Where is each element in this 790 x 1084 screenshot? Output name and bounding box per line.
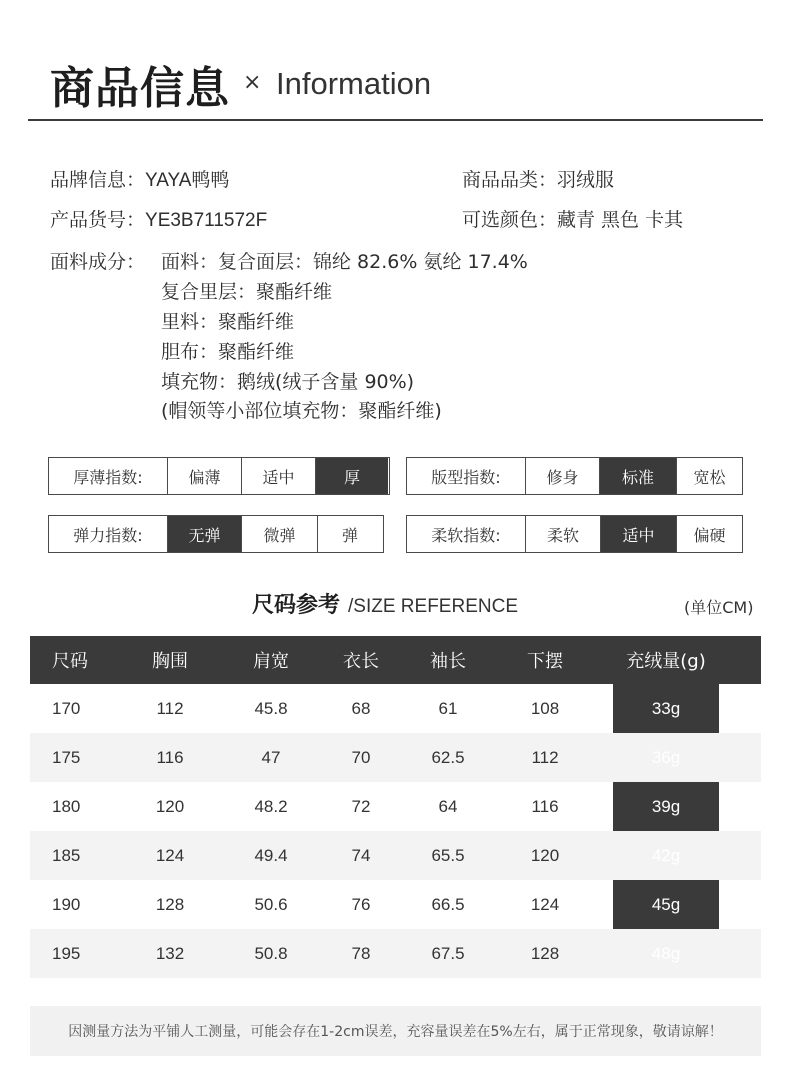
table-cell: 66.5 <box>431 894 465 914</box>
table-cell: 47 <box>261 747 281 767</box>
table-cell: 195 <box>52 943 81 963</box>
fabric-label: 面料成分： <box>50 251 146 273</box>
fabric-line: 填充物：鹅绒(绒子含量 90%) <box>161 371 415 393</box>
table-cell: 120 <box>155 796 185 816</box>
page-title-english: Information <box>276 66 432 101</box>
softness-index-label: 柔软指数: <box>431 525 501 545</box>
table-cell: 76 <box>351 894 371 914</box>
fabric-line: 面料：复合面层：锦纶 82.6% 氨纶 17.4% <box>161 251 528 273</box>
table-cell: 65.5 <box>431 845 465 865</box>
elasticity-option: 弹 <box>317 516 382 552</box>
fit-option-selected: 标准 <box>599 458 676 494</box>
table-cell: 50.8 <box>254 943 288 963</box>
softness-index <box>406 515 743 553</box>
header-divider <box>28 119 763 121</box>
table-cell: 33g <box>651 698 681 718</box>
thickness-option: 偏薄 <box>167 458 241 494</box>
table-cell: 78 <box>351 943 371 963</box>
table-cell: 48.2 <box>254 796 288 816</box>
table-cell: 185 <box>52 845 81 865</box>
table-cell: 170 <box>52 698 81 718</box>
table-cell: 128 <box>530 943 560 963</box>
brand-info <box>50 168 229 193</box>
table-cell: 112 <box>156 698 184 718</box>
column-header: 袖长 <box>430 651 466 672</box>
table-cell: 36g <box>651 747 681 767</box>
column-header: 下摆 <box>527 651 563 672</box>
table-cell: 72 <box>351 796 371 816</box>
table-cell: 70 <box>351 747 371 767</box>
page-title: 商品信息 <box>50 63 230 114</box>
colors-label: 可选颜色： <box>462 209 558 231</box>
elasticity-option-selected: 无弹 <box>167 516 241 552</box>
size-title-en: /SIZE REFERENCE <box>348 596 518 617</box>
softness-option: 柔软 <box>525 516 600 552</box>
fit-index-label: 版型指数: <box>431 467 501 487</box>
table-row <box>30 831 761 880</box>
table-cell: 180 <box>52 796 81 816</box>
fit-index <box>406 457 743 495</box>
table-cell: 116 <box>156 747 184 767</box>
table-cell: 190 <box>52 894 81 914</box>
table-cell: 49.4 <box>254 845 288 865</box>
sku-label: 产品货号： <box>50 209 146 231</box>
thickness-index-label: 厚薄指数: <box>73 467 143 487</box>
column-header: 尺码 <box>52 651 88 672</box>
sku-value: YE3B711572F <box>145 210 268 231</box>
fabric-line: 胆布：聚酯纤维 <box>161 341 295 363</box>
table-cell: 45g <box>651 894 681 914</box>
colors-value: 藏青 黑色 卡其 <box>557 209 684 231</box>
table-header <box>30 636 761 684</box>
column-header: 充绒量(g) <box>626 651 706 672</box>
column-header: 肩宽 <box>253 651 289 672</box>
softness-option-selected: 适中 <box>600 516 676 552</box>
brand-label: 品牌信息： <box>50 169 146 191</box>
table-row <box>30 929 761 978</box>
brand-value: YAYA鸭鸭 <box>145 170 230 191</box>
table-cell: 42g <box>651 845 681 865</box>
category-info <box>462 168 614 192</box>
table-row <box>30 880 761 929</box>
table-cell: 124 <box>155 845 185 865</box>
table-cell: 120 <box>530 845 560 865</box>
fit-option: 宽松 <box>676 458 742 494</box>
table-cell: 39g <box>651 796 681 816</box>
softness-option: 偏硬 <box>676 516 742 552</box>
table-cell: 112 <box>531 747 559 767</box>
fabric-line: (帽领等小部位填充物：聚酯纤维) <box>161 400 442 422</box>
table-cell: 74 <box>351 845 371 865</box>
table-cell: 61 <box>438 698 458 718</box>
table-cell: 175 <box>52 747 81 767</box>
table-cell: 68 <box>351 698 371 718</box>
fabric-line: 复合里层：聚酯纤维 <box>161 281 333 303</box>
size-reference-title <box>252 588 518 619</box>
sku-info <box>50 208 267 233</box>
table-row <box>30 733 761 782</box>
elasticity-index-label: 弹力指数: <box>73 525 143 545</box>
table-row <box>30 782 761 831</box>
colors-info <box>462 208 683 232</box>
thickness-index <box>48 457 390 495</box>
table-cell: 132 <box>155 943 185 963</box>
column-header: 衣长 <box>343 651 379 672</box>
fit-option: 修身 <box>525 458 599 494</box>
fabric-line: 里料：聚酯纤维 <box>161 311 295 333</box>
column-header: 胸围 <box>152 651 188 672</box>
thickness-option: 适中 <box>241 458 315 494</box>
category-value: 羽绒服 <box>557 169 615 191</box>
table-cell: 108 <box>530 698 560 718</box>
category-label: 商品品类： <box>462 169 558 191</box>
table-cell: 116 <box>531 796 559 816</box>
elasticity-index <box>48 515 384 553</box>
table-row <box>30 684 761 733</box>
table-cell: 128 <box>155 894 185 914</box>
unit-label: (单位CM) <box>684 598 754 617</box>
thickness-option-selected: 厚 <box>315 458 388 494</box>
table-cell: 124 <box>530 894 560 914</box>
table-cell: 48g <box>651 943 681 963</box>
elasticity-option: 微弹 <box>241 516 317 552</box>
table-cell: 45.8 <box>254 698 288 718</box>
title-separator: × <box>243 70 262 95</box>
table-cell: 62.5 <box>431 747 465 767</box>
size-table <box>30 636 761 978</box>
size-title-cn: 尺码参考 <box>252 593 341 618</box>
table-cell: 64 <box>438 796 458 816</box>
measurement-note: 因测量方法为平铺人工测量，可能会存在1-2cm误差，充容量误差在5%左右，属于正常现象，敬请谅解！ <box>30 1006 761 1056</box>
table-cell: 67.5 <box>431 943 465 963</box>
table-cell: 50.6 <box>254 894 288 914</box>
